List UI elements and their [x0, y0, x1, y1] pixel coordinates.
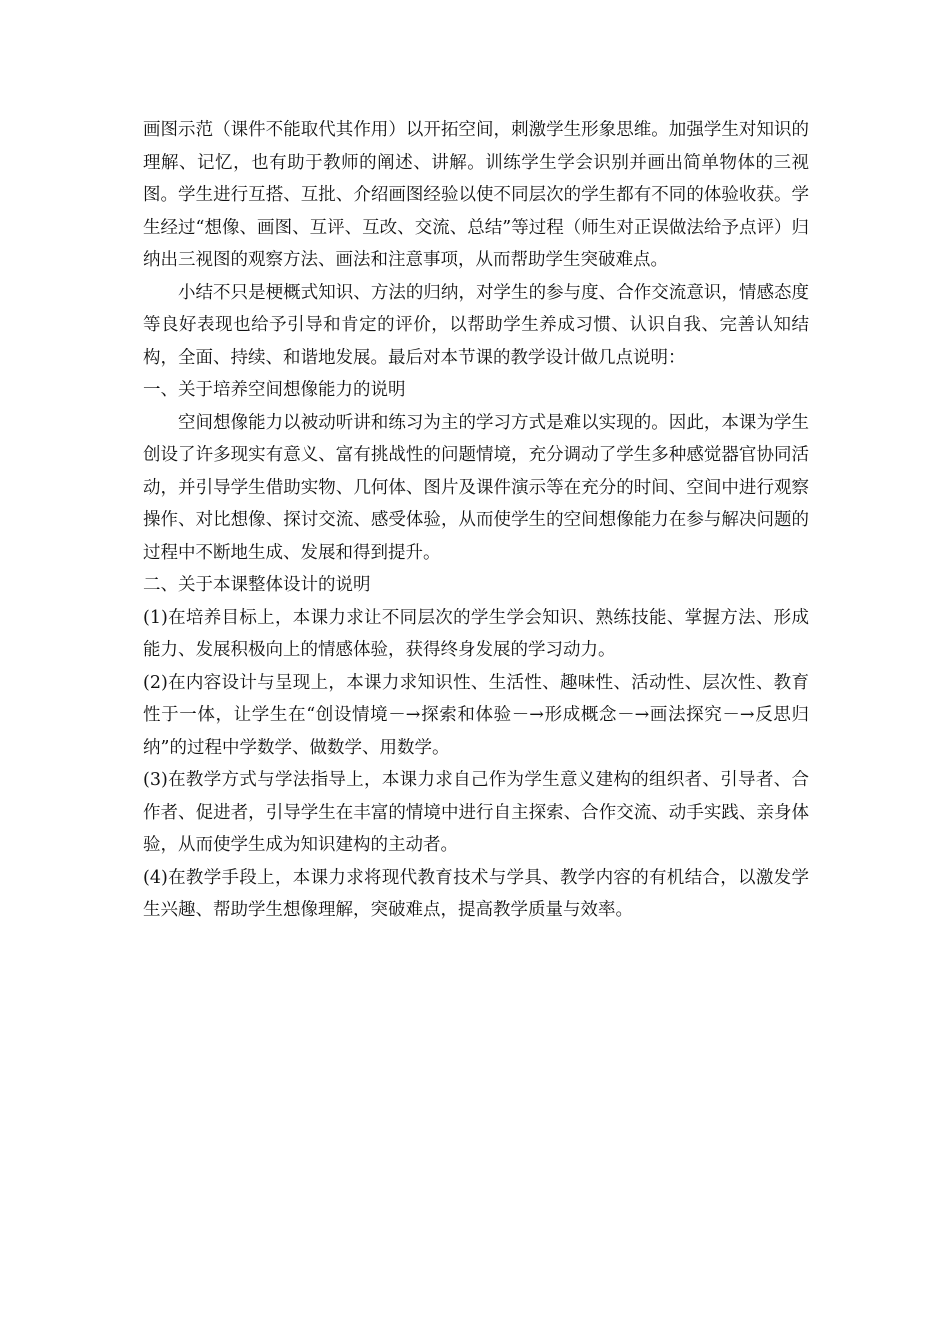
- paragraph-spatial-imagination: 空间想像能力以被动听讲和练习为主的学习方式是难以实现的。因此，本课为学生创设了许多现实有意义、富有挑战性的问题情境，充分调动了学生多种感觉器官协同活动，并引导学生借助实物、几何体、图片及课件演示等在充分的时间、空间中进行观察操作、对比想像、探讨交流、感受体验，从而使学生的空间想像能力在参与解决问题的过程中不断地生成、发展和得到提升。: [143, 412, 809, 563]
- section-heading-spatial-imagination: 一、关于培养空间想像能力的说明: [143, 380, 406, 400]
- list-item-training-goals: (1)在培养目标上，本课力求让不同层次的学生学会知识、熟练技能、掌握方法、形成能力、发展积极向上的情感体验，获得终身发展的学习动力。: [143, 607, 809, 660]
- list-item-teaching-means: (4)在教学手段上，本课力求将现代教育技术与学具、教学内容的有机结合，以激发学生兴趣、帮助学生想像理解，突破难点，提高教学质量与效率。: [143, 867, 809, 920]
- section-heading-overall-design: 二、关于本课整体设计的说明: [143, 575, 371, 595]
- paragraph-summary: 小结不只是梗概式知识、方法的归纳，对学生的参与度、合作交流意识，情感态度等良好表现也给予引导和肯定的评价，以帮助学生养成习惯、认识自我、完善认知结构，全面、持续、和谐地发展。最后对本节课的教学设计做几点说明：: [143, 282, 809, 368]
- list-item-teaching-methods: (3)在教学方式与学法指导上，本课力求自己作为学生意义建构的组织者、引导者、合作者、促进者，引导学生在丰富的情境中进行自主探索、合作交流、动手实践、亲身体验，从而使学生成为知识建构的主动者。: [143, 770, 809, 855]
- list-item-content-design: (2)在内容设计与呈现上，本课力求知识性、生活性、趣味性、活动性、层次性、教育性于一体，让学生在“创设情境－→探索和体验－→形成概念－→画法探究－→反思归纳”的过程中学数学、做数学、用数学。: [143, 672, 809, 758]
- paragraph-drawing-demo: 画图示范（课件不能取代其作用）以开拓空间，刺激学生形象思维。加强学生对知识的理解、记忆，也有助于教师的阐述、讲解。训练学生学会识别并画出简单物体的三视图。学生进行互搭、互批、介绍画图经验以使不同层次的学生都有不同的体验收获。学生经过“想像、画图、互评、互改、交流、总结”等过程（师生对正误做法给予点评）归纳出三视图的观察方法、画法和注意事项，从而帮助学生突破难点。: [143, 120, 809, 270]
- document-page: [143, 114, 809, 927]
